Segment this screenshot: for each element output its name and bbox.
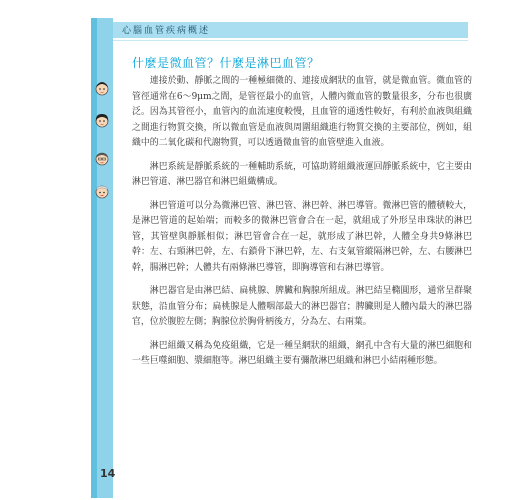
- section-heading: 什麼是微血管？什麼是淋巴血管？: [132, 56, 320, 70]
- paragraph-lymph-organs: 淋巴器官是由淋巴結、扁桃腺、脾臟和胸腺所組成。淋巴結呈橢圓形，通常呈群聚狀態，沿血管分布；扁桃腺是人體咽部最大的淋巴器官；脾臟則是人體內最大的淋巴器官，位於腹腔左側；胸腺位於胸骨柄後方，分為左、右兩葉。: [132, 286, 472, 327]
- paragraph-lymph-vessels: 淋巴管道可以分為微淋巴管、淋巴管、淋巴幹、淋巴導管。微淋巴管的體積較大，是淋巴管道的起始端；而較多的微淋巴管會合在一起，就組成了外形呈串珠狀的淋巴管，其管壁與靜脈相似；淋巴管會合在一起，就形成了淋巴幹，人體全身共9條淋巴幹：左、右頸淋巴幹，左、右鎖骨下淋巴幹，左、右支氣管縱隔淋巴幹，左、右腰淋巴幹，腸淋巴幹；人體共有兩條淋巴導管，即胸導管和右淋巴導管。: [132, 200, 472, 273]
- paragraph-capillaries: 連接於動、靜脈之間的一種極細微的、連接成網狀的血管，就是微血管。微血管的管徑通常在6～9μm之間，是管徑最小的血管，人體內微血管的數量很多，分布也很廣泛。因為其管徑小，血管內的血流速度較慢，且血管的通透性較好，有利於血液與組織之間進行物質交換，所以微血管是血液與周圍組織進行物質交換的主要部位，例如，組織中的二氧化碳和代謝物質，可以透過微血管的血管壁進入血液。: [132, 76, 472, 148]
- paragraph-lymph-tissue: 淋巴組織又稱為免疫組織，它是一種呈網狀的組織，網孔中含有大量的淋巴細胞和一些巨噬細胞、漿細胞等。淋巴組織主要有彌散淋巴組織和淋巴小結兩種形態。: [132, 340, 472, 366]
- body-text: [132, 74, 472, 378]
- face-elder-icon: [94, 183, 110, 199]
- page-number: 14: [100, 467, 116, 480]
- face-man-icon: [94, 150, 110, 166]
- face-boy-icon: [94, 80, 110, 96]
- face-girl-icon: [94, 112, 110, 128]
- header-divider: [113, 40, 468, 41]
- chapter-title: 心腦血管疾病概述: [122, 26, 211, 36]
- paragraph-lymph-system: 淋巴系統是靜脈系統的一種輔助系統，可協助將組織液運回靜脈系統中，它主要由淋巴管道、淋巴器官和淋巴組織構成。: [132, 161, 472, 187]
